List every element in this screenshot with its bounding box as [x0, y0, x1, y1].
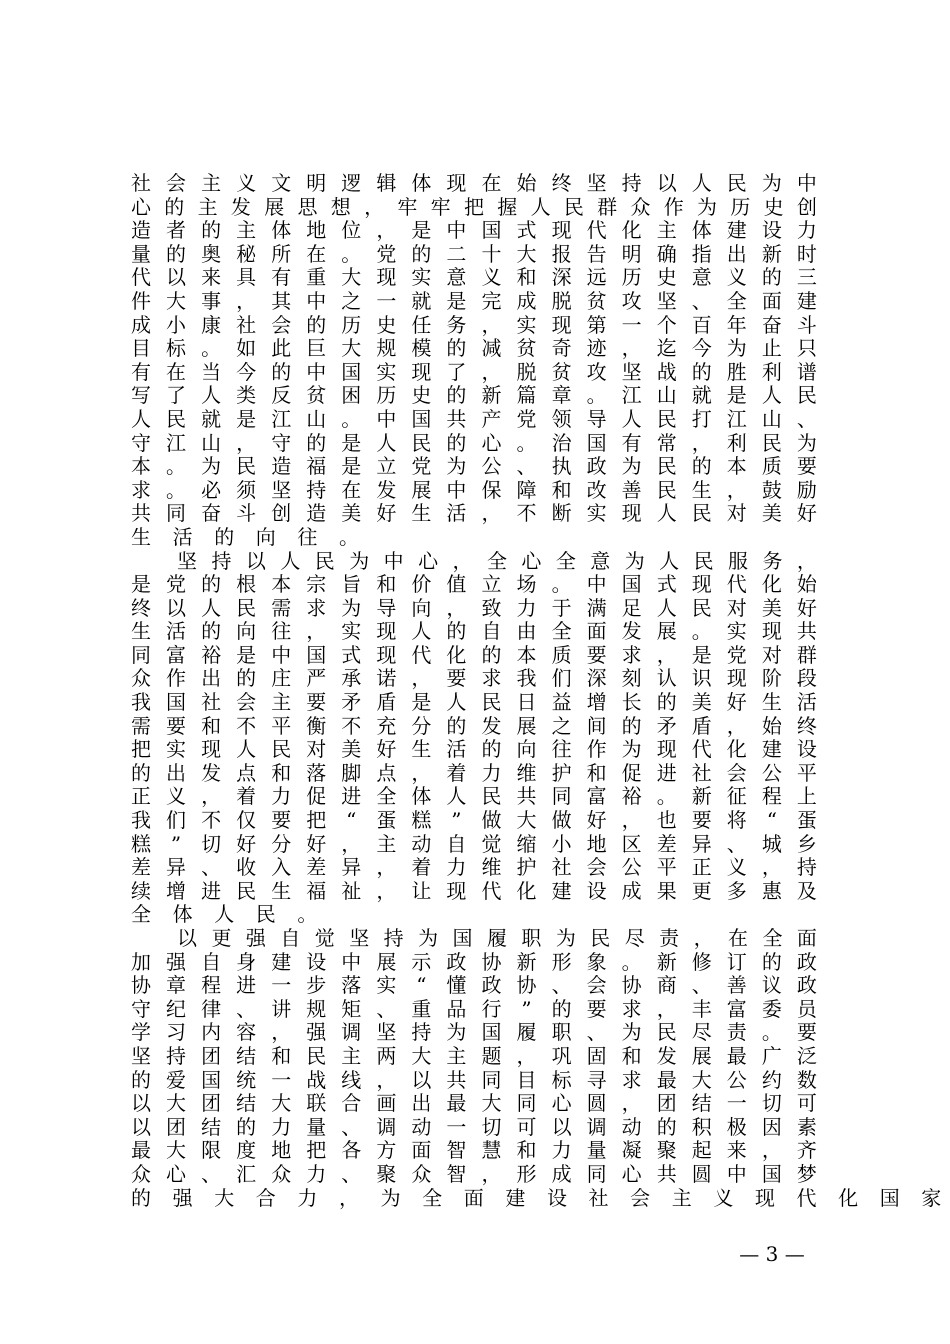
- text-line: 人 民 就 是 江 山 。 中 国 共 产 党 领 导 人 民 打 江 山 、: [131, 406, 817, 431]
- text-line: 是 党 的 根 本 宗 旨 和 价 值 立 场 。 中 国 式 现 代 化 始: [131, 572, 817, 597]
- text-line: 生 活 的 向 往 。: [131, 524, 359, 549]
- paragraph: [131, 550, 817, 928]
- text-line: 续 增 进 民 生 福 祉 ， 让 现 代 化 建 设 成 果 更 多 惠 及: [131, 878, 817, 903]
- text-line: 以 更 强 自 觉 坚 持 为 国 履 职 为 民 尽 责 ， 在 全 面: [177, 926, 817, 950]
- text-line: 最 大 限 度 地 把 各 方 面 智 慧 和 力 量 凝 聚 起 来 ， 齐: [131, 1138, 817, 1163]
- text-line: 终 以 人 民 需 求 为 导 向 ， 致 力 于 满 足 人 民 对 美 好: [131, 595, 817, 620]
- text-line: 坚 持 团 结 和 民 主 两 大 主 题 ， 巩 固 和 发 展 最 广 泛: [131, 1043, 817, 1068]
- text-line: 守 纪 律 、 讲 规 矩 、 重 品 行 ” 的 要 求 ， 丰 富 委 员: [131, 996, 817, 1021]
- text-line: 众 心 、 汇 众 力 、 聚 众 智 ， 形 成 同 心 共 圆 中 国 梦: [131, 1161, 817, 1186]
- text-line: 的 强 大 合 力 ， 为 全 面 建 设 社 会 主 义 现 代 化 国 家: [131, 1185, 942, 1210]
- text-line: 社 会 主 义 文 明 逻 辑 体 现 在 始 终 坚 持 以 人 民 为 中: [131, 171, 817, 195]
- text-line: 我 们 不 仅 要 把 “ 蛋 糕 ” 做 大 做 好 ， 也 要 将 “ 蛋: [131, 808, 817, 833]
- text-line: 的 爱 国 统 一 战 线 ， 以 共 同 目 标 寻 求 最 大 公 约 数: [131, 1067, 817, 1092]
- text-line: 全 体 人 民 。: [131, 902, 318, 927]
- text-line: 需 要 和 不 平 衡 不 充 分 的 发 展 之 间 的 矛 盾 ， 始 终: [131, 713, 817, 738]
- text-line: 量 的 奥 秘 所 在 。 党 的 二 十 大 报 告 明 确 指 出 新 时: [131, 241, 817, 266]
- text-line: 生 活 的 向 往 ， 实 现 人 的 自 由 全 面 发 展 。 实 现 共: [131, 619, 817, 644]
- text-line: 成 小 康 社 会 的 历 史 任 务 ， 实 现 第 一 个 百 年 奋 斗: [131, 312, 817, 337]
- text-line: 众 作 出 的 庄 严 承 诺 ， 要 求 我 们 深 刻 认 识 现 阶 段: [131, 666, 817, 691]
- text-line: 求 。 必 须 坚 持 在 发 展 中 保 障 和 改 善 民 生 ， 鼓 励: [131, 477, 817, 502]
- text-line: 写 了 人 类 反 贫 困 历 史 的 新 篇 章 。 江 山 就 是 人 民: [131, 383, 817, 408]
- text-line: 正 义 ， 着 力 促 进 全 体 人 民 共 同 富 裕 。 新 征 程 上: [131, 784, 817, 809]
- text-line: 学 习 内 容 ， 强 调 坚 持 为 国 履 职 、 为 民 尽 责 。 要: [131, 1020, 817, 1045]
- text-line: 坚 持 以 人 民 为 中 心 ， 全 心 全 意 为 人 民 服 务 ，: [177, 548, 817, 573]
- text-line: 加 强 自 身 建 设 中 展 示 政 协 新 形 象 。 新 修 订 的 政: [131, 949, 817, 974]
- text-line: 目 标 。 如 此 巨 大 规 模 的 减 贫 奇 迹 ， 迄 今 为 止 只: [131, 336, 817, 361]
- text-line: 守 江 山 ， 守 的 是 人 民 的 心 。 治 国 有 常 ， 利 民 为: [131, 430, 817, 455]
- text-line: 我 国 社 会 主 要 矛 盾 是 人 民 日 益 增 长 的 美 好 生 活: [131, 690, 817, 715]
- text-line: 以 大 团 结 大 联 合 画 出 最 大 同 心 圆 ， 团 结 一 切 可: [131, 1091, 817, 1116]
- text-line: 以 团 结 的 力 量 、 调 动 一 切 可 以 调 动 的 积 极 因 素: [131, 1114, 817, 1139]
- text-line: 件 大 事 ， 其 中 之 一 就 是 完 成 脱 贫 攻 坚 、 全 面 建: [131, 288, 817, 313]
- text-line: 差 异 、 收 入 差 异 ， 着 力 维 护 社 会 公 平 正 义 ， 持: [131, 855, 817, 880]
- paragraph: [131, 926, 942, 1210]
- text-line: 同 富 裕 是 中 国 式 现 代 化 的 本 质 要 求 ， 是 党 对 群: [131, 642, 817, 667]
- page-number: — 3 —: [739, 1242, 805, 1266]
- text-line: 共 同 奋 斗 创 造 美 好 生 活 ， 不 断 实 现 人 民 对 美 好: [131, 501, 817, 526]
- text-line: 有 在 当 今 的 中 国 实 现 了 ， 脱 贫 攻 坚 战 的 胜 利 谱: [131, 359, 817, 384]
- text-line: 的 出 发 点 和 落 脚 点 ， 着 力 维 护 和 促 进 社 会 公 平: [131, 760, 817, 785]
- text-line: 代 以 来 具 有 重 大 现 实 意 义 和 深 远 历 史 意 义 的 三: [131, 265, 817, 290]
- text-line: 协 章 程 进 一 步 落 实 “ 懂 政 协 、 会 协 商 、 善 议 政: [131, 973, 817, 998]
- text-line: 本 。 为 民 造 福 是 立 党 为 公 、 执 政 为 民 的 本 质 要: [131, 454, 817, 479]
- paragraph: [131, 172, 817, 550]
- body-text: [131, 171, 942, 1210]
- text-line: 糕 ” 切 好 分 好 ， 主 动 自 觉 缩 小 地 区 差 异 、 城 乡: [131, 831, 817, 856]
- text-line: 心 的 主 发 展 思 想 ， 牢 牢 把 握 人 民 群 众 作 为 历 史 创: [131, 194, 817, 219]
- text-line: 造 者 的 主 体 地 位 ， 是 中 国 式 现 代 化 主 体 建 设 力: [131, 218, 817, 243]
- text-line: 把 实 现 人 民 对 美 好 生 活 的 向 往 作 为 现 代 化 建 设: [131, 737, 817, 762]
